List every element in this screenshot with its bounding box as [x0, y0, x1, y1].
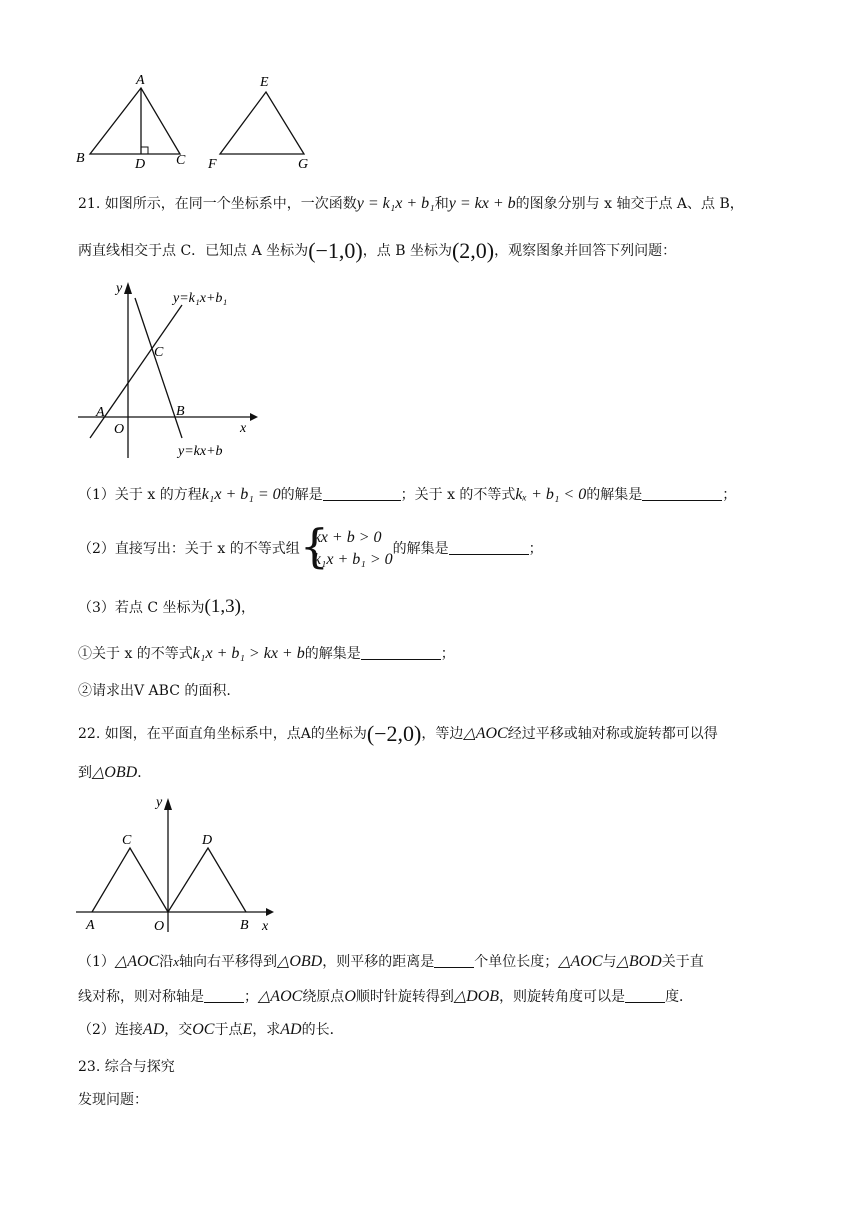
- point-A-label: A: [96, 405, 105, 420]
- q22-line1: 22. 如图，在平面直角坐标系中，点A的坐标为(−2,0)，等边△AOC经过平移或轴对称或旋转都可以得: [78, 721, 718, 746]
- q21-line1: 21. 如图所示，在同一个坐标系中，一次函数y = k₁x + b₁和y = kx + b的图象分别与 x 轴交于点 A、点 B，: [78, 195, 744, 212]
- q23-subtitle: 发现问题：: [78, 1092, 148, 1108]
- label-F: F: [208, 157, 217, 172]
- point-C-label: C: [154, 345, 164, 360]
- point-C-label: C: [122, 833, 132, 848]
- q22-part1-line2: 线对称，则对称轴是 ；△AOC绕原点O顺时针旋转得到△DOB，则旋转角度可以是 度．: [78, 988, 694, 1005]
- q22-triangles-graph: [70, 790, 280, 935]
- q21-part2: （2）直接写出：关于 x 的不等式组 { kx + b > 0 k₁x + b₁ > 0 的解集是 ；: [78, 519, 543, 573]
- q21-line2: 两直线相交于点 C．已知点 A 坐标为(−1,0)，点 B 坐标为(2,0)，观察图象并回答下列问题：: [78, 238, 677, 263]
- origin-label: O: [154, 919, 165, 934]
- point-D-label: D: [202, 833, 213, 848]
- q21-line-graph: [70, 278, 270, 463]
- label-A: A: [136, 73, 145, 88]
- label-D: D: [135, 157, 146, 172]
- axis-x-label: x: [262, 919, 269, 934]
- origin-label: O: [114, 422, 125, 437]
- label-E: E: [260, 75, 269, 90]
- q21-part3-sub2: ②请求出V ABC 的面积.: [78, 683, 231, 699]
- q21-part3-sub1: ①关于 x 的不等式k₁x + b₁ > kx + b的解集是 ；: [78, 645, 455, 662]
- line1-label: y=k₁x+b₁: [173, 291, 228, 306]
- q21-part3: （3）若点 C 坐标为(1,3)，: [78, 596, 255, 617]
- q22-line2: 到△OBD．: [78, 764, 152, 781]
- label-B: B: [76, 151, 85, 166]
- top-triangles-figure: [70, 70, 330, 175]
- q22-part2: （2）连接AD，交OC于点E，求AD的长．: [78, 1021, 344, 1038]
- q21-part1: （1）关于 x 的方程k₁x + b₁ = 0的解是 ；关于 x 的不等式kₓ + b₁ < 0的解集是 ；: [78, 486, 737, 503]
- system-row1: kx + b > 0: [313, 529, 382, 546]
- axis-y-label: y: [156, 795, 163, 810]
- point-A-label: A: [86, 918, 95, 933]
- label-C: C: [176, 153, 186, 168]
- line2-label: y=kx+b: [178, 444, 223, 459]
- label-G: G: [298, 157, 309, 172]
- axis-x-label: x: [240, 421, 247, 436]
- q22-part1-line1: （1）△AOC沿x轴向右平移得到△OBD，则平移的距离是 个单位长度；△AOC与△BOD关于直: [78, 953, 704, 970]
- point-B-label: B: [176, 404, 185, 419]
- point-B-label: B: [240, 918, 249, 933]
- axis-y-label: y: [116, 281, 123, 296]
- system-row2: k₁x + b₁ > 0: [313, 551, 393, 568]
- q23-title: 23. 综合与探究: [78, 1059, 175, 1075]
